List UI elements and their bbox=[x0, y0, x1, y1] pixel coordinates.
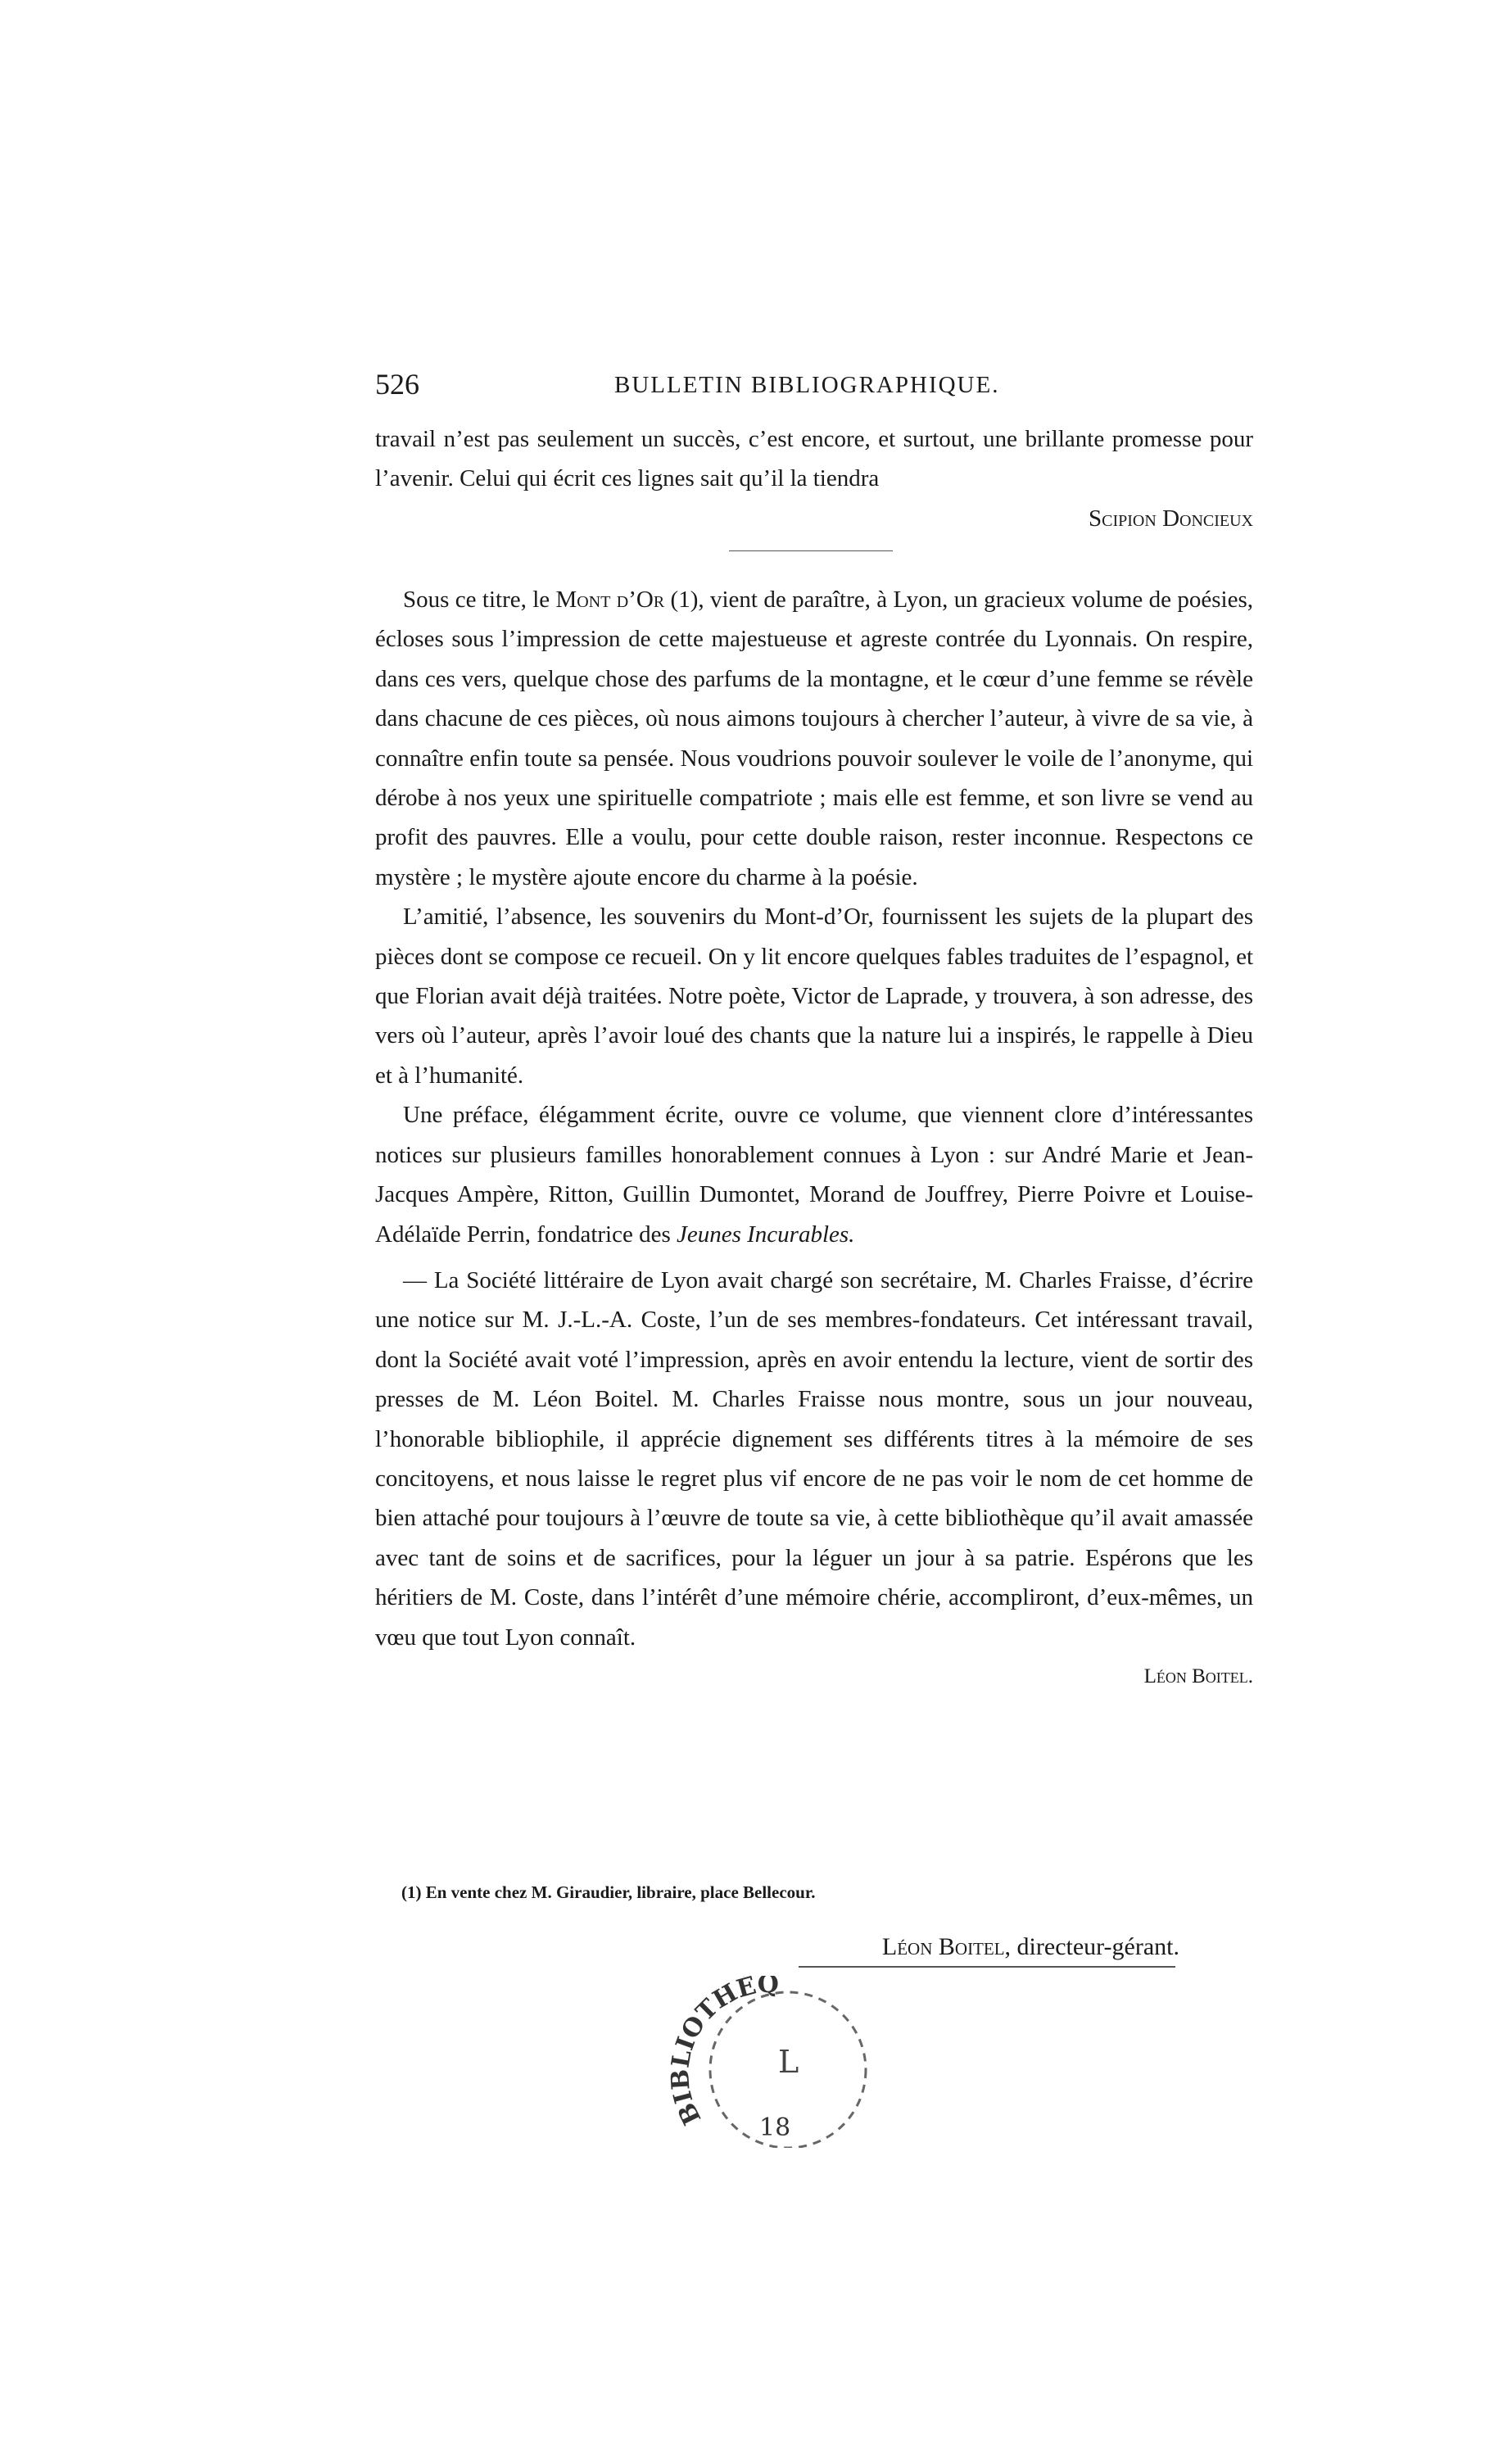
stamp-arc-text: BIBLIOTHÈQ bbox=[665, 1976, 780, 2130]
review-continuation bbox=[375, 419, 1253, 538]
signature-text: Scipion Doncieux bbox=[1089, 505, 1253, 532]
stamp-graphic bbox=[665, 1976, 878, 2148]
paragraph bbox=[375, 580, 1253, 897]
signature-underline bbox=[799, 1966, 1175, 1968]
page-header bbox=[375, 367, 1253, 405]
book-title: Mont d’Or bbox=[555, 587, 665, 613]
paragraph: L’amitié, l’absence, les souvenirs du Mont-d’Or, fournissent les sujets de la plupart des pièces dont se compose ce recueil. On y lit encore quelques fables traduites de l’espagnol, et que Florian avait déjà traitées. Notre poète, Victor de Laprade, y trouvera, à son adresse, des vers où l’auteur, après l’avoir loué des chants que la nature lui a inspirés, le rappelle à Dieu et à l’humanité. bbox=[375, 904, 1253, 1089]
gerant-name: Léon Boitel bbox=[881, 1933, 1005, 1960]
section-divider bbox=[729, 550, 893, 551]
paragraph-suffix: (1), vient de paraître, à Lyon, un gracieux volume de poésies, écloses sous l’impression de cette majestueuse et agreste contrée du Lyonnais. On respire, dans ces vers, quelque chose des parfums de la montagne, et le cœur d’une femme se révèle dans chacune de ces pièces, où nous aimons toujours à chercher l’auteur, à vivre de sa vie, à connaître enfin toute sa pensée. Nous voudrions pouvoir soulever le voile de l’anonyme, qui dérobe à nos yeux une spirituelle compatriote ; mais elle est femme, et son livre se vend au profit des pauvres. Elle a voulu, pour cette double raison, rester inconnue. Respectons ce mystère ; le mystère ajoute encore du charme à la poésie. bbox=[375, 587, 1253, 890]
review-mont-dor bbox=[375, 580, 1253, 1696]
running-head: BULLETIN BIBLIOGRAPHIQUE. bbox=[614, 372, 1000, 398]
paragraph bbox=[375, 1095, 1253, 1254]
continuation-text: travail n’est pas seulement un succès, c’est encore, et surtout, une brillante promesse pour l’avenir. Celui qui écrit ces lignes sait qu’il la tiendra bbox=[375, 426, 1253, 492]
publisher-line bbox=[803, 1933, 1179, 1961]
paragraph-text: Une préface, élégamment écrite, ouvre ce volume, que viennent clore d’intéressantes notices sur plusieurs familles honorablement connues à Lyon : sur André Marie et Jean-Jacques Ampère, Ritton, Guillin Dumontet, Morand de Jouffrey, Pierre Poivre et Louise-Adélaïde Perrin, fondatrice des bbox=[375, 1102, 1253, 1248]
stamp-year: 18 bbox=[759, 2113, 791, 2142]
footnote: (1) En vente chez M. Giraudier, libraire, place Bellecour. bbox=[401, 1882, 816, 1902]
signature-boitel bbox=[375, 1657, 1253, 1696]
library-stamp bbox=[665, 1976, 878, 2148]
page-number: 526 bbox=[375, 368, 419, 401]
gerant-role: , directeur-gérant. bbox=[1004, 1933, 1179, 1960]
signature-text: Léon Boitel. bbox=[1143, 1665, 1253, 1687]
paragraph: — La Société littéraire de Lyon avait chargé son secrétaire, M. Charles Fraisse, d’écrire une notice sur M. J.-L.-A. Coste, l’un de ses membres-fondateurs. Cet intéressant travail, dont la Société avait voté l’impression, après en avoir entendu la lecture, vient de sortir des presses de M. Léon Boitel. M. Charles Fraisse nous montre, sous un jour nouveau, l’honorable bibliophile, il apprécie dignement ses différents titres à la mémoire de ses concitoyens, et nous laisse le regret plus vif encore de ne pas voir le nom de cet homme de bien attaché pour toujours à l’œuvre de toute sa vie, à cette bibliothèque qu’il avait amassée avec tant de soins et de sacrifices, pour la léguer un jour à sa patrie. Espérons que les héritiers de M. Coste, dans l’intérêt d’une mémoire chérie, accompliront, d’eux-mêmes, un vœu que tout Lyon connaît. bbox=[375, 1266, 1253, 1651]
paragraph-prefix: Sous ce titre, le bbox=[403, 587, 556, 613]
italic-title: Jeunes Incurables. bbox=[677, 1221, 855, 1248]
stamp-letter: L bbox=[778, 2044, 799, 2080]
signature-doncieux bbox=[375, 499, 1253, 538]
